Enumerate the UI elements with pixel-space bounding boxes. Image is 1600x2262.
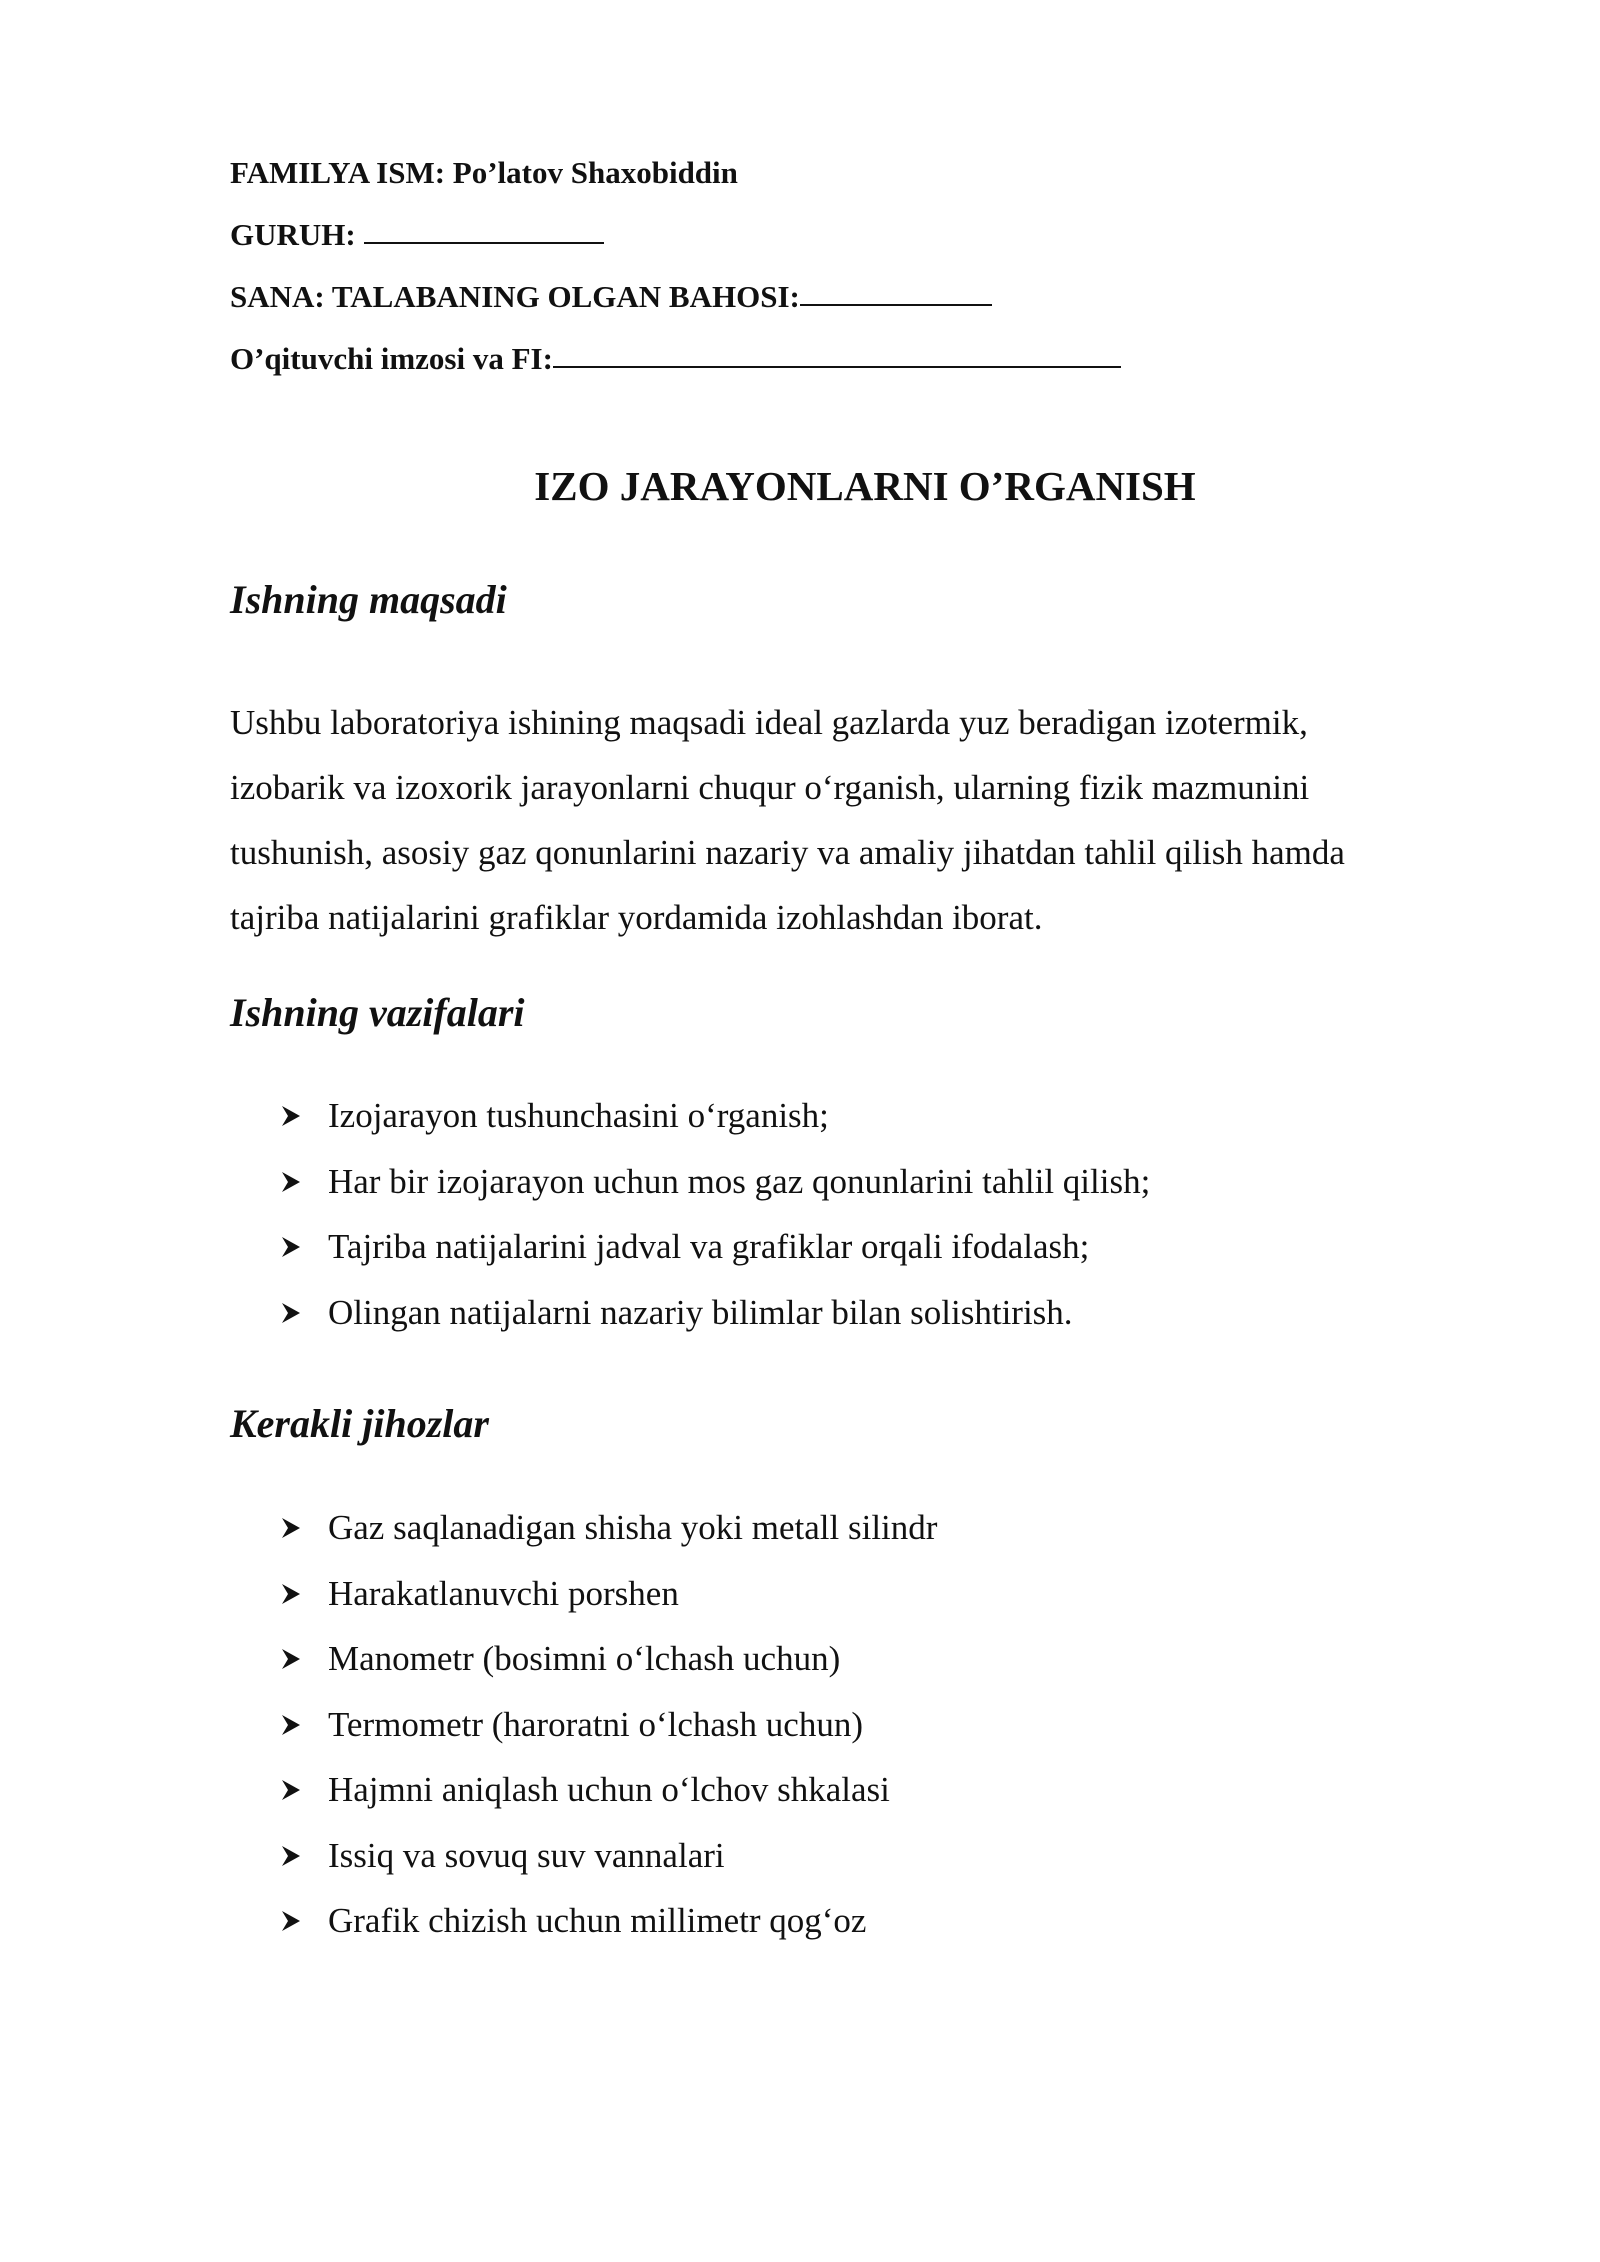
list-item: [280, 1573, 937, 1642]
arrowhead-bullet-icon: [280, 1104, 302, 1128]
task-text: Olingan natijalarni nazariy bilimlar bilan solishtirish.: [328, 1292, 1073, 1332]
group-line: [230, 219, 604, 250]
arrowhead-bullet-icon: [280, 1516, 302, 1540]
task-text: Har bir izojarayon uchun mos gaz qonunlarini tahlil qilish;: [328, 1161, 1151, 1201]
list-item: [280, 1835, 937, 1904]
group-blank: [364, 240, 604, 244]
list-item: [280, 1903, 937, 1969]
grade-line: [230, 281, 992, 312]
arrowhead-bullet-icon: [280, 1582, 302, 1606]
goal-line: tushunish, asosiy gaz qonunlarini nazariy va amaliy jihatdan tahlil qilish hamda: [230, 833, 1345, 872]
goal-line: tajriba natijalarini grafiklar yordamida izohlashdan iborat.: [230, 898, 1043, 937]
arrowhead-bullet-icon: [280, 1235, 302, 1259]
document-title: IZO JARAYONLARNI O’RGANISH: [534, 463, 1196, 509]
tasks-list: [280, 1098, 1150, 1360]
arrowhead-bullet-icon: [280, 1647, 302, 1671]
equipment-text: Termometr (haroratni o‘lchash uchun): [328, 1704, 863, 1744]
equipment-text: Hajmni aniqlash uchun o‘lchov shkalasi: [328, 1770, 890, 1809]
list-item: [280, 1772, 937, 1838]
list-item: [280, 1292, 1150, 1361]
list-item: [280, 1704, 937, 1773]
arrowhead-bullet-icon: [280, 1301, 302, 1325]
equipment-text: Harakatlanuvchi porshen: [328, 1573, 679, 1613]
equipment-list: [280, 1510, 937, 1969]
arrowhead-bullet-icon: [280, 1909, 302, 1933]
tasks-heading: Ishning vazifalari: [230, 990, 525, 1035]
arrowhead-bullet-icon: [280, 1844, 302, 1868]
arrowhead-bullet-icon: [280, 1170, 302, 1194]
teacher-label: O’qituvchi imzosi va FI:: [230, 341, 553, 376]
list-item: [280, 1098, 1150, 1164]
list-item: [280, 1161, 1151, 1230]
goal-paragraph: [230, 690, 1460, 950]
arrowhead-bullet-icon: [280, 1713, 302, 1737]
equipment-text: Gaz saqlanadigan shisha yoki metall silindr: [328, 1508, 938, 1547]
equipment-text: Manometr (bosimni o‘lchash uchun): [328, 1639, 841, 1678]
list-item: [280, 1641, 937, 1707]
goal-heading: Ishning maqsadi: [230, 577, 507, 622]
arrowhead-bullet-icon: [280, 1778, 302, 1802]
teacher-signature-line: [230, 343, 1121, 374]
goal-line: izobarik va izoxorik jarayonlarni chuqur o‘rganish, ularning fizik mazmunini: [230, 768, 1310, 807]
grade-label: SANA: TALABANING OLGAN BAHOSI:: [230, 279, 800, 314]
task-text: Tajriba natijalarini jadval va grafiklar orqali ifodalash;: [328, 1227, 1090, 1266]
equipment-heading: Kerakli jihozlar: [230, 1401, 489, 1446]
student-name-line: [230, 157, 738, 188]
grade-blank: [800, 302, 992, 306]
task-text: Izojarayon tushunchasini o‘rganish;: [328, 1096, 829, 1135]
list-item: [280, 1229, 1150, 1295]
goal-line: Ushbu laboratoriya ishining maqsadi ideal gazlarda yuz beradigan izotermik,: [230, 703, 1308, 742]
teacher-signature-blank: [553, 364, 1121, 368]
group-label: GURUH:: [230, 217, 356, 252]
student-name-text: FAMILYA ISM: Po’latov Shaxobiddin: [230, 155, 738, 190]
equipment-text: Grafik chizish uchun millimetr qog‘oz: [328, 1901, 867, 1940]
equipment-text: Issiq va sovuq suv vannalari: [328, 1835, 725, 1875]
list-item: [280, 1510, 937, 1576]
